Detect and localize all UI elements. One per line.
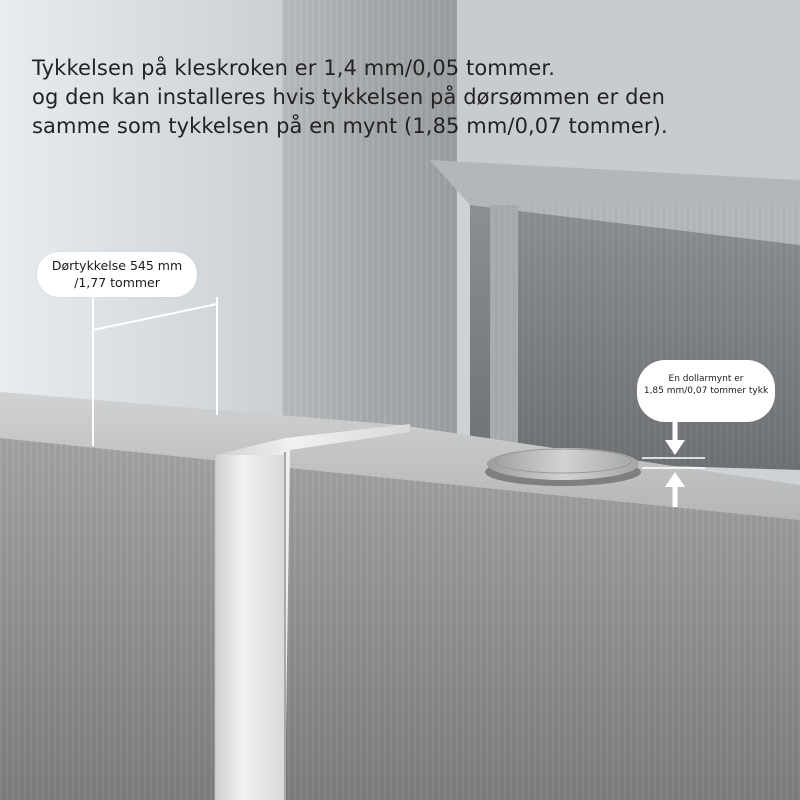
door-thickness-label (37, 252, 197, 297)
coin-thickness-line-2: 1,85 mm/0,07 tommer tykk (643, 386, 769, 396)
headline-line-1: Tykkelsen på kleskroken er 1,4 mm/0,05 tommer. (32, 56, 556, 80)
headline (32, 54, 772, 141)
headline-line-2: og den kan installeres hvis tykkelsen på dørsømmen er den (32, 85, 666, 109)
door-thickness-line-1: Dørtykkelse 545 mm (51, 258, 183, 273)
coin-thickness-label (637, 360, 775, 422)
coin-thickness-line-1: En dollarmynt er (668, 374, 744, 384)
headline-line-3: samme som tykkelsen på en mynt (1,85 mm/0,07 tommer). (32, 114, 668, 138)
door-thickness-line-2: /1,77 tommer (74, 275, 160, 290)
